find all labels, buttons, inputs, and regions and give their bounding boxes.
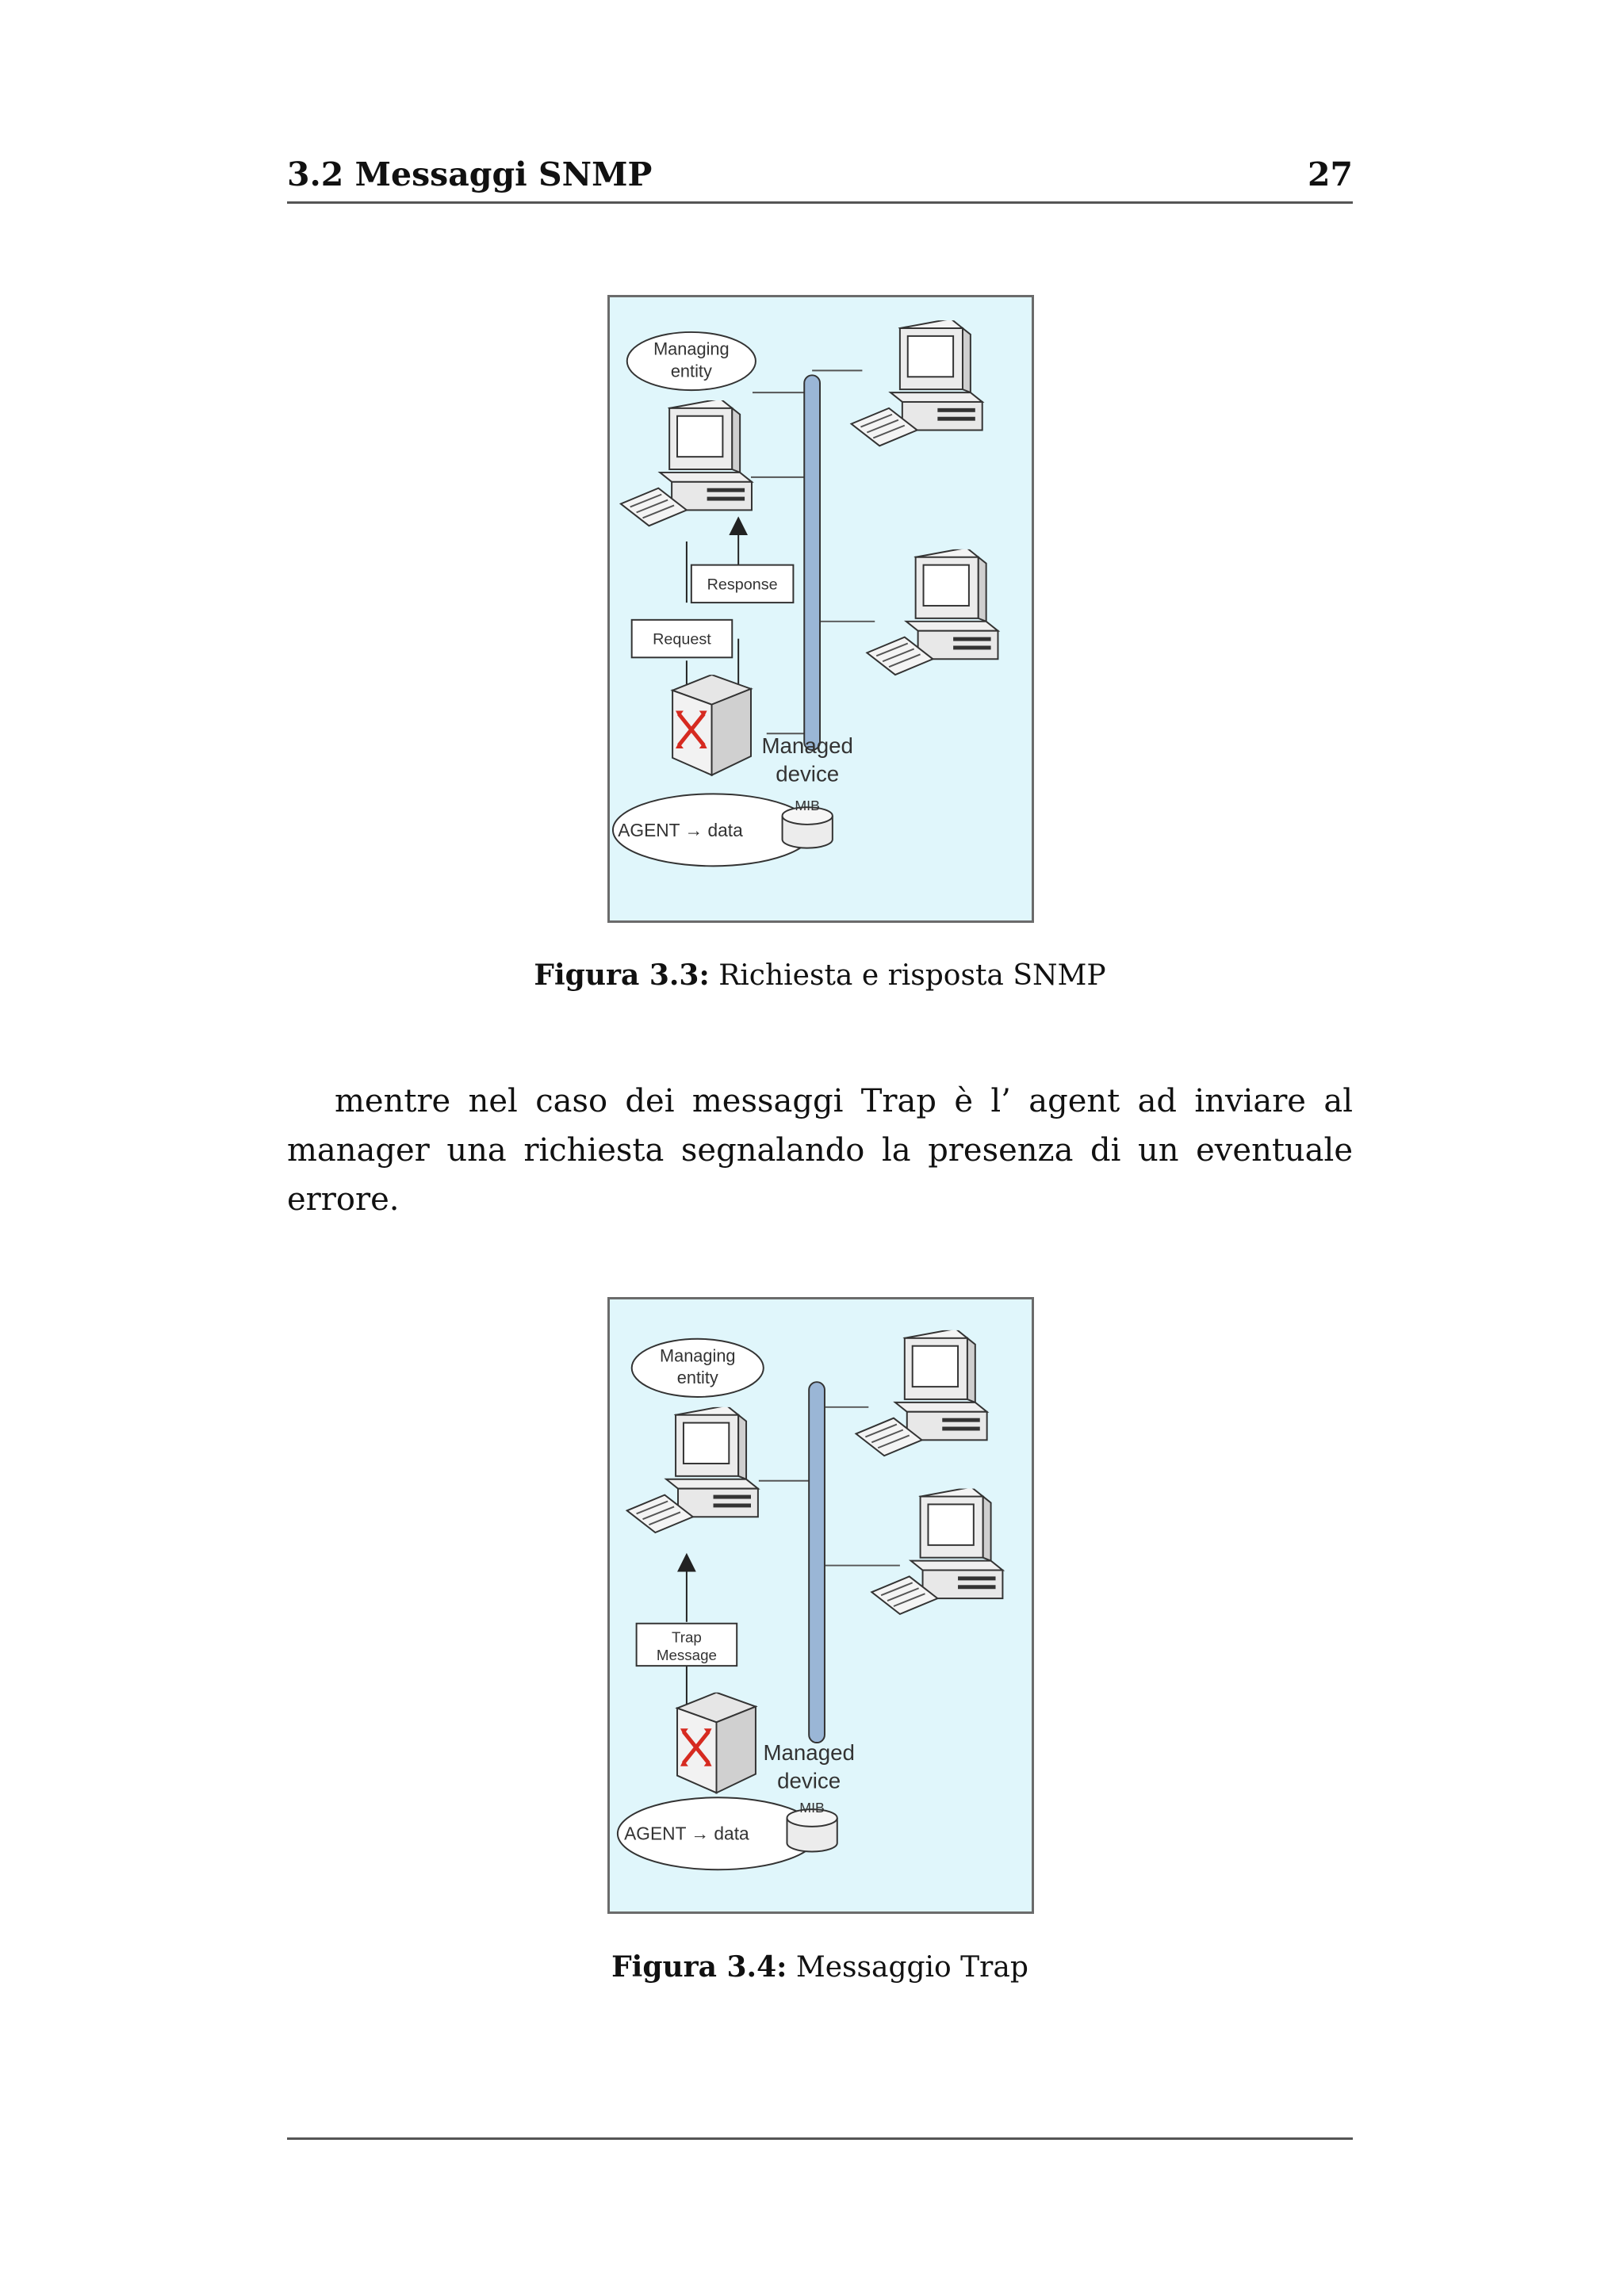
figure-snmp-trap	[607, 1297, 1034, 1914]
request-label: Request	[653, 630, 711, 649]
figure-3-4-caption	[287, 1950, 1353, 1984]
snmp-request-response-diagram	[610, 297, 1032, 920]
router-icon	[672, 675, 751, 775]
managed-device-label-2: device	[776, 761, 840, 786]
mib-label: MIB	[795, 798, 821, 814]
network-bus	[809, 1382, 825, 1743]
page-number: 27	[1307, 155, 1353, 193]
running-header	[287, 155, 1353, 204]
agent-data-label: AGENT → data	[618, 819, 743, 840]
caption-label: Figura 3.4:	[611, 1950, 787, 1984]
computer-top-right	[856, 1329, 986, 1456]
managing-entity-label-1: Managing	[659, 1345, 736, 1366]
mib-label: MIB	[799, 1800, 825, 1816]
manager-computer	[621, 399, 752, 526]
managed-device-label-2: device	[777, 1768, 841, 1793]
network-bus	[804, 375, 820, 750]
figure-3-3-caption	[287, 959, 1353, 992]
router-icon	[677, 1693, 756, 1793]
managing-entity-label-2: entity	[676, 1368, 718, 1388]
managed-device-label-1: Managed	[763, 1739, 855, 1765]
managed-device-label-1: Managed	[761, 733, 853, 758]
computer-top-right	[852, 319, 982, 446]
body-paragraph	[287, 1077, 1353, 1224]
section-title: 3.2 Messaggi SNMP	[287, 155, 653, 193]
response-label: Response	[707, 576, 778, 594]
caption-text: Richiesta e risposta SNMP	[718, 959, 1106, 992]
manager-computer	[627, 1406, 758, 1533]
footer-rule	[287, 2137, 1353, 2140]
computer-middle-right	[871, 1487, 1002, 1614]
computer-middle-right	[867, 548, 998, 675]
caption-label: Figura 3.3:	[534, 959, 710, 992]
managing-entity-label-2: entity	[670, 361, 712, 381]
snmp-trap-diagram	[610, 1299, 1032, 1911]
agent-data-label: AGENT → data	[624, 1823, 749, 1844]
trap-label-1: Trap	[671, 1628, 702, 1646]
trap-label-2: Message	[656, 1647, 717, 1664]
paragraph-text: mentre nel caso dei messaggi Trap è l’ agent ad inviare al manager una richiesta segnalando la presenza di un eventuale errore.	[287, 1083, 1353, 1218]
caption-text: Messaggio Trap	[795, 1951, 1028, 1984]
managing-entity-label-1: Managing	[653, 339, 730, 359]
figure-snmp-request-response	[607, 295, 1034, 923]
